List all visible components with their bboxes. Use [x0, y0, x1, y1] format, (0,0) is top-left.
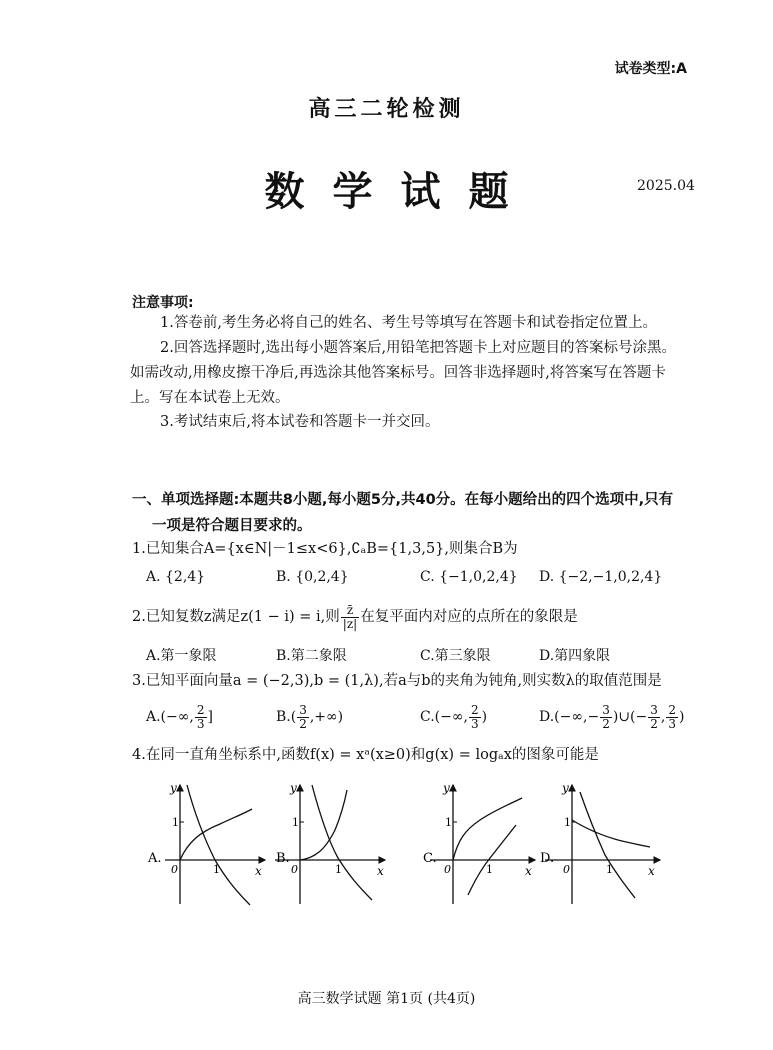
q2-option-d: D.第四象限: [539, 648, 611, 664]
q3-option-d: D.(−∞,− $\frac{3}{2}$ )∪(− $\frac{3}{2}$ , $\frac{2}{3}$ ): [539, 702, 685, 731]
svg-text:x: x: [377, 864, 384, 878]
q1-option-d: D. {−2,−1,0,2,4}: [539, 569, 663, 585]
graph-c-label: C.: [423, 851, 437, 866]
svg-text:1: 1: [486, 863, 493, 876]
svg-text:1: 1: [564, 816, 571, 829]
graph-d-label: D.: [540, 851, 555, 866]
svg-text:y: y: [290, 781, 297, 795]
graph-a: [147, 781, 265, 905]
q1-option-a: A. {2,4}: [146, 569, 206, 585]
question-4-stem: 4.在同一直角坐标系中,函数f(x) = xᵃ(x≥0)和g(x) = logₐx的图象可能是: [132, 747, 599, 763]
q1-option-c: C. {−1,0,2,4}: [420, 569, 518, 585]
q2-option-b: B.第二象限: [276, 648, 347, 664]
section-heading: 一、单项选择题:本题共8小题,每小题5分,共40分。在每小题给出的四个选项中,只有: [132, 492, 674, 508]
svg-text:1: 1: [445, 816, 452, 829]
svg-text:x: x: [255, 864, 262, 878]
question-3-stem: 3.已知平面向量a = (−2,3),b = (1,λ),若a与b的夹角为钝角,则实数λ的取值范围是: [132, 673, 662, 689]
svg-text:0: 0: [171, 863, 178, 876]
svg-text:x: x: [525, 864, 532, 878]
graph-d: [540, 781, 660, 904]
notice-item: 1.答卷前,考生务必将自己的姓名、考生号等填写在答题卡和试卷指定位置上。: [160, 315, 657, 331]
q3-option-b: B.( $\frac{3}{2}$ ,+∞): [276, 702, 344, 731]
exam-date: 2025.04: [637, 178, 695, 194]
notice-item: 3.考试结束后,将本试卷和答题卡一并交回。: [160, 414, 440, 430]
graph-b-label: B.: [276, 851, 290, 866]
svg-text:y: y: [562, 781, 569, 795]
q1-option-b: B. {0,2,4}: [276, 569, 349, 585]
exam-subtitle: 高三二轮检测: [308, 96, 465, 122]
notice-item: 2.回答选择题时,选出每小题答案后,用铅笔把答题卡上对应题目的答案标号涂黑。: [160, 340, 677, 356]
q3-option-a: A.(−∞, $\frac{2}{3}$ ]: [146, 702, 213, 731]
paper-type: 试卷类型:A: [614, 61, 687, 77]
svg-text:x: x: [648, 864, 655, 878]
page-footer: 高三数学试题 第1页 (共4页): [297, 991, 476, 1007]
svg-text:0: 0: [291, 863, 298, 876]
q3-option-c: C.(−∞, $\frac{2}{3}$ ): [420, 702, 488, 731]
svg-text:y: y: [170, 781, 177, 795]
notice-heading: 注意事项:: [132, 295, 194, 311]
q2-stem-a: 2.已知复数z满足z(1 − i) = i,则: [132, 609, 340, 625]
svg-text:1: 1: [172, 816, 179, 829]
svg-text:0: 0: [563, 863, 570, 876]
section-heading-cont: 一项是符合题目要求的。: [152, 518, 312, 534]
svg-text:1: 1: [213, 863, 220, 876]
graph-a-label: A.: [148, 851, 162, 866]
svg-text:y: y: [443, 781, 450, 795]
graph-c: [423, 781, 535, 904]
question-2-stem: [132, 600, 578, 634]
svg-text:0: 0: [444, 863, 451, 876]
svg-text:1: 1: [606, 863, 613, 876]
q4-graphs: [140, 780, 680, 910]
notice-item: 如需改动,用橡皮擦干净后,再选涂其他答案标号。回答非选择题时,将答案写在答题卡: [130, 365, 666, 381]
q2-option-a: A.第一象限: [146, 648, 217, 664]
q2-frac-den: |z|: [342, 616, 358, 631]
notice-item: 上。写在本试卷上无效。: [130, 390, 290, 406]
svg-text:1: 1: [292, 816, 299, 829]
q2-fraction: [341, 604, 359, 631]
q2-frac-num: z̄: [341, 604, 359, 618]
q2-stem-b: 在复平面内对应的点所在的象限是: [360, 609, 578, 625]
question-1-stem: 1.已知集合A={x∈N|－1≤x<6},∁ₐB={1,3,5},则集合B为: [132, 541, 518, 557]
q2-option-c: C.第三象限: [420, 648, 491, 664]
exam-title: 数学试题: [264, 168, 537, 215]
graph-b: [275, 781, 385, 904]
svg-text:1: 1: [335, 863, 342, 876]
